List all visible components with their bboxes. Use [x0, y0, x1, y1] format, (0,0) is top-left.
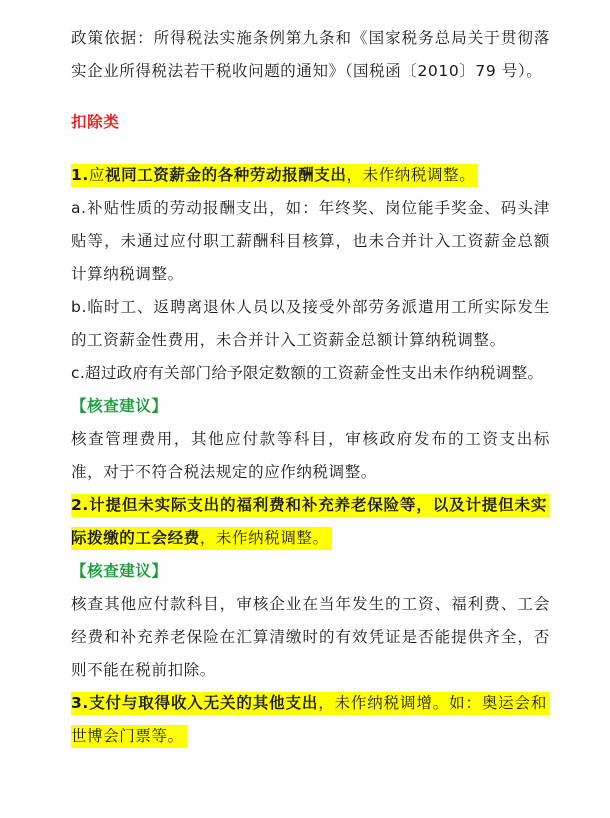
- item-1-sub-b: b.临时工、返聘离退休人员以及接受外部劳务派遣用工所实际发生的工资薪金性费用，未合并计入工资薪金总额计算纳税调整。: [71, 298, 550, 349]
- item-1-heading: [71, 159, 550, 192]
- item-2-advice-label: 【核查建议】: [71, 562, 168, 580]
- item-2-tail-text: ，未作纳税调整。: [199, 529, 329, 547]
- item-1-advice-text: 核查管理费用，其他应付款等科目，审核政府发布的工资支出标准，对于不符合税法规定的应作纳税调整。: [71, 430, 550, 481]
- item-1-sub-a: a.补贴性质的劳动报酬支出，如：年终奖、岗位能手奖金、码头津贴等，未通过应付职工薪酬科目核算，也未合并计入工资薪金总额计算纳税调整。: [71, 199, 550, 283]
- item-1-bold-text: 视同工资薪金的各种劳动报酬支出: [104, 166, 347, 184]
- spacer: [71, 88, 550, 106]
- item-3-highlight: [71, 692, 550, 748]
- spacer: [71, 139, 550, 159]
- section-title: 扣除类: [71, 113, 120, 131]
- item-3-bold-text: 3.支付与取得收入无关的其他支出: [71, 694, 319, 712]
- item-2-advice-text: 核查其他应付款科目，审核企业在当年发生的工资、福利费、工会经费和补充养老保险在汇算清缴时的有效凭证是否能提供齐全，否则不能在税前扣除。: [71, 595, 550, 679]
- item-2-heading: [71, 489, 550, 555]
- item-3-tail-text: ，未作纳税调增。如：奥运会和世博会门票等。: [71, 694, 547, 745]
- item-1-advice-label: 【核查建议】: [71, 397, 168, 415]
- item-1-sub-c: c.超过政府有关部门给予限定数额的工资薪金性支出未作纳税调整。: [71, 364, 544, 382]
- item-1-number: 1.: [71, 166, 89, 184]
- item-3-heading: [71, 687, 550, 753]
- item-2-highlight: [71, 494, 550, 550]
- item-2-bold-text: 2.计提但未实际支出的福利费和补充养老保险等，以及计提但未实际拨缴的工会经费: [71, 496, 547, 547]
- item-1-prefix: 应: [88, 166, 105, 184]
- item-1-highlight: [71, 164, 478, 187]
- policy-basis-paragraph: 政策依据：所得税法实施条例第九条和《国家税务总局关于贯彻落实企业所得税法若干税收问题的通知》（国税函〔2010〕79 号）。: [71, 29, 550, 80]
- item-1-tail-text: ，未作纳税调整。: [346, 166, 476, 184]
